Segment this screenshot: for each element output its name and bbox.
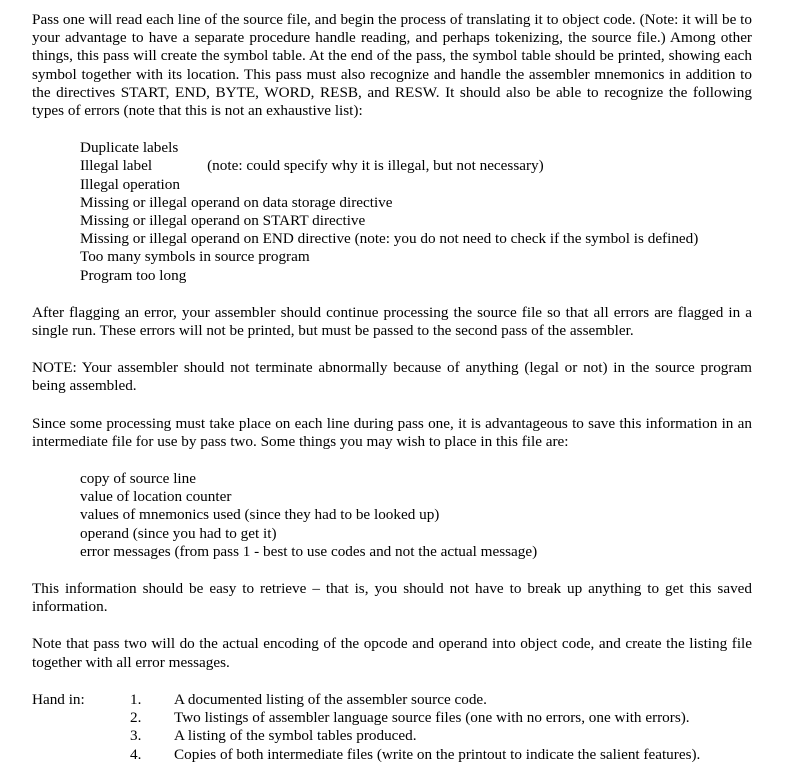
intermediate-file-paragraph: Since some processing must take place on each line during pass one, it is advantageous to save this information in an intermediate file for use by pass two. Some things you may wish to place in this file are:	[32, 414, 752, 450]
pass-one-paragraph: Pass one will read each line of the source file, and begin the process of translating it to object code. (Note: it will be to your advantage to have a separate procedure handle reading, and perhaps tokenizing, the source file.) Among other things, this pass will create the symbol table. At the end of the pass, the symbol table should be printed, showing each symbol together with its location. This pass must also recognize and handle the assembler mnemonics in addition to the directives START, END, BYTE, WORD, RESB, and RESW. It should also be able to recognize the following types of errors (note that this is not an exhaustive list):	[32, 11, 752, 120]
list-item	[80, 157, 752, 175]
list-item	[130, 746, 700, 764]
list-item: Missing or illegal operand on START directive	[80, 212, 366, 230]
item-text: A documented listing of the assembler source code.	[174, 690, 487, 708]
list-item: value of location counter	[80, 488, 232, 506]
list-item: Missing or illegal operand on data storage directive	[80, 193, 393, 211]
list-item: operand (since you had to get it)	[80, 524, 277, 542]
item-number: 2.	[130, 709, 142, 727]
assignment-text	[32, 11, 752, 764]
list-item: values of mnemonics used (since they had to be looked up)	[80, 506, 440, 524]
pass-two-paragraph: Note that pass two will do the actual encoding of the opcode and operand into object code, and create the listing file together with all error messages.	[32, 635, 752, 671]
illegal-label-note: (note: could specify why it is illegal, but not necessary)	[207, 157, 544, 175]
list-item: error messages (from pass 1 - best to use codes and not the actual message)	[80, 542, 538, 560]
list-item	[130, 709, 700, 727]
error-types-list	[80, 139, 752, 285]
list-item: copy of source line	[80, 470, 196, 488]
item-number: 4.	[130, 745, 142, 763]
item-text: A listing of the symbol tables produced.	[174, 727, 417, 745]
item-number: 1.	[130, 690, 142, 708]
list-item: Program too long	[80, 266, 187, 284]
list-item: Illegal operation	[80, 175, 180, 193]
list-item: Duplicate labels	[80, 139, 179, 157]
list-item: Too many symbols in source program	[80, 248, 310, 266]
list-item	[130, 691, 700, 709]
after-flagging-paragraph: After flagging an error, your assembler should continue processing the source file so that all errors are flagged in a single run. These errors will not be printed, but must be passed to the second pass of the assembler.	[32, 303, 752, 340]
easy-retrieve-paragraph: This information should be easy to retrieve – that is, you should not have to break up anything to get this saved information.	[32, 580, 752, 616]
hand-in-section	[32, 691, 752, 764]
note-terminate-paragraph: NOTE: Your assembler should not terminate abnormally because of anything (legal or not) in the source program being assembled.	[32, 359, 752, 395]
item-text: Two listings of assembler language source files (one with no errors, one with errors).	[174, 709, 690, 727]
item-number: 3.	[130, 727, 142, 745]
illegal-label-text: Illegal label	[80, 157, 153, 175]
hand-in-list	[130, 691, 700, 764]
item-text: Copies of both intermediate files (write on the printout to indicate the salient features).	[174, 745, 701, 763]
hand-in-label: Hand in:	[32, 690, 85, 708]
intermediate-file-list	[80, 470, 752, 561]
list-item	[130, 727, 700, 745]
list-item: Missing or illegal operand on END directive (note: you do not need to check if the symbol is defined)	[80, 230, 699, 248]
